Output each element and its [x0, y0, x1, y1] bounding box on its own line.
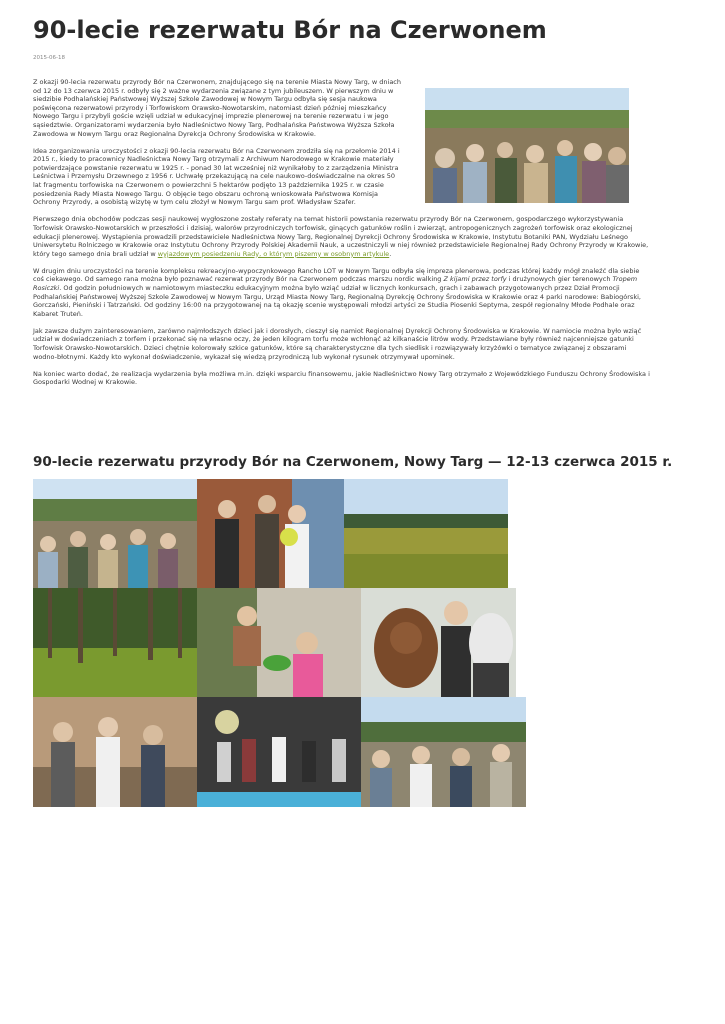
paragraph-event-text-a: W drugim dniu uroczystości na terenie kompleksu rekreacyjno-wypoczynkowego Rancho LOT w Nowym Targu odbyła się impreza plenerowa, podczas której każdy mógł znaleźć dla siebie coś ciekawego. Od samego rana można było poznawać rezerwat przyrody Bór na Czerwonem podczas marszu nordic walking [33, 266, 640, 284]
photo-gallery [33, 479, 533, 809]
gallery-photo-bog[interactable] [344, 479, 508, 588]
paragraph-tent: Jak zawsze dużym zainteresowaniem, zarówno najmłodszych dzieci jak i dorosłych, cieszył się namiot Regionalnej Dyrekcji Ochrony Środowiska w Krakowie. W namiocie można było wziąć udział w doświadczeniach z torfem i przekonać się na własne oczy, że jeden kilogram torfu może wchłonąć aż kilkanaście litrów wody. Przedstawiane były również najcenniejsze gatunki Torfowisk Orawsko-Nowotarskich. Dzieci chętnie kolorowały szkice gatunków, które są charakterystyczne dla tych siedlisk i rozwiązywały krzyżówki o tematyce związanej z obszarami wodno-błotnymi. Każdy kto wykonał doświadczenie, wykazał się wiedzą przyrodniczą lub wykonał rysunek otrzymywał upominek. [33, 326, 642, 361]
publish-date: 2015-06-18 [33, 55, 65, 61]
paragraph-event-text-b: i drużynowych gier terenowych [506, 275, 613, 284]
paragraph-event [33, 267, 651, 319]
page-title: 90-lecie rezerwatu Bór na Czerwonem [33, 16, 547, 44]
field-game-title: Tropem Rosiczki [33, 275, 638, 292]
article-body [33, 78, 651, 395]
paragraph-intro: Z okazji 90-lecia rezerwatu przyrody Bór na Czerwonem, znajdującego się na terenie Miasta Nowy Targ, w dniach od 12 do 13 czerwca 2015 r. odbyły się 2 ważne wydarzenia związane z tym jubileuszem. W pierwszym dniu w siedzibie Podhalańskiej Państwowej Wyższej Szkole Zawodowej w Nowym Targu odbyła się sesja naukowa poświęcona rezerwatowi przyrody i Torfowiskom Orawsko-Nowotarskim, natomiast dzień później mieszkańcy Nowego Targu i przybyli goście wzięli udział w edukacyjnej imprezie plenerowej na terenie rezerwatu i w jego sąsiedztwie. Organizatorami wydarzenia było Nadleśnictwo Nowy Targ, Podhalańska Państwowa Wyższa Szkoła Zawodowa w Nowym Targu oraz Regionalna Dyrekcja Ochrony Środowiska w Krakowie. [33, 78, 402, 138]
gallery-photo-stage[interactable] [197, 697, 361, 807]
paragraph-event-text-c: . Od godzin południowych w namiotowym miasteczku edukacyjnym można było wziąć udział w licznych konkursach, grach i zabawach przygotowanych przez Dział Promocji Podhalańskiej Państwowej Wyższej Szkole Zawodowej w Nowym Targu, Urząd Miasta Nowy Targ, Regionalną Dyrekcję Ochrony Środowiska w Krakowie oraz 4 parki narodowe: Babiogórski, Gorczański, Pieniński i Tatrzański. Od godziny 16:00 na przygotowanej na tą okazję scenie występowali młodzi artyści ze Studia Piosenki Septyma, zespół regionalny Młode Podhale oraz Kabaret Truteń. [33, 283, 641, 318]
nordic-walking-title: Z kijami przez torfy [443, 275, 507, 284]
paragraph-session-end: . [389, 249, 392, 258]
paragraph-session [33, 215, 651, 258]
gallery-photo-guests[interactable] [33, 697, 197, 807]
gallery-photo-forest[interactable] [33, 588, 197, 697]
gallery-photo-meeting[interactable] [361, 697, 526, 807]
paragraph-history: Idea zorganizowania uroczystości z okazji 90-lecia rezerwatu Bór na Czerwonem zrodziła się na przełomie 2014 i 2015 r., kiedy to pracownicy Nadleśnictwa Nowy Targ otrzymali z Archiwum Narodowego w Krakowie materiały potwierdzające powstanie rezerwatu w 1925 r. - ponad 30 lat wcześniej niż wynikałoby to z zarządzenia Ministra Leśnictwa i Przemysłu Drzewnego z 1956 r. Uchwałę przekazującą na cele naukowo-doświadczalne na okres 50 lat fragmentu torfowiska na Czerwonem o powierzchni 5 hektarów podjęto 13 października 1925 r. w czasie posiedzenia Rady Miasta Nowego Targu. O objęcie tego obszaru ochroną wnioskowała Państwowa Komisja Ochrony Przyrody, a osobistą wizytę w tym celu złożył w Nowym Targu sam prof. Władysław Szafer. [33, 146, 400, 207]
paragraph-funding: Na koniec warto dodać, że realizacja wydarzenia była możliwa m.in. dzięki wsparciu finansowemu, jakie Nadleśnictwo Nowy Targ otrzymało z Wojewódzkiego Funduszu Ochrony Środowiska i Gospodarki Wodnej w Krakowie. [33, 369, 650, 387]
council-meeting-link[interactable]: wyjazdowym posiedzeniu Rady, o którym piszemy w osobnym artykule [157, 249, 390, 258]
gallery-photo-award[interactable] [197, 479, 344, 588]
paragraph-session-text: Pierwszego dnia obchodów podczas sesji naukowej wygłoszone zostały referaty na temat historii powstania rezerwatu przyrody Bór na Czerwonem, gospodarczego wykorzystywania Torfowisk Orawsko-Nowotarskich w przeszłości i dzisiaj, walorów przyrodniczych torfowisk, ginących gatunków roślin i zwierząt, antropogenicznych zagrożeń torfowisk oraz ekologicznej edukacji plenerowej. Wystąpienia prowadzili przedstawiciele Nadleśnictwa Nowy Targ, Regionalnej Dyrekcji Ochrony Środowiska w Krakowie, Instytutu Botaniki PAN, Wydziału Leśnego Uniwersytetu Rolniczego w Krakowie oraz Instytutu Ochrony Przyrody Polskiej Akademii Nauk, a uczestniczyli w niej również przedstawiciele Regionalnej Rady Ochrony Przyrody w Krakowie, który tego samego dnia brali udział w [33, 215, 649, 258]
gallery-photo-crowd[interactable] [33, 479, 197, 588]
gallery-photo-costumes[interactable] [361, 588, 516, 697]
gallery-photo-activities[interactable] [197, 588, 361, 697]
gallery-title: 90-lecie rezerwatu przyrody Bór na Czerwonem, Nowy Targ — 12-13 czerwca 2015 r. [33, 454, 673, 470]
